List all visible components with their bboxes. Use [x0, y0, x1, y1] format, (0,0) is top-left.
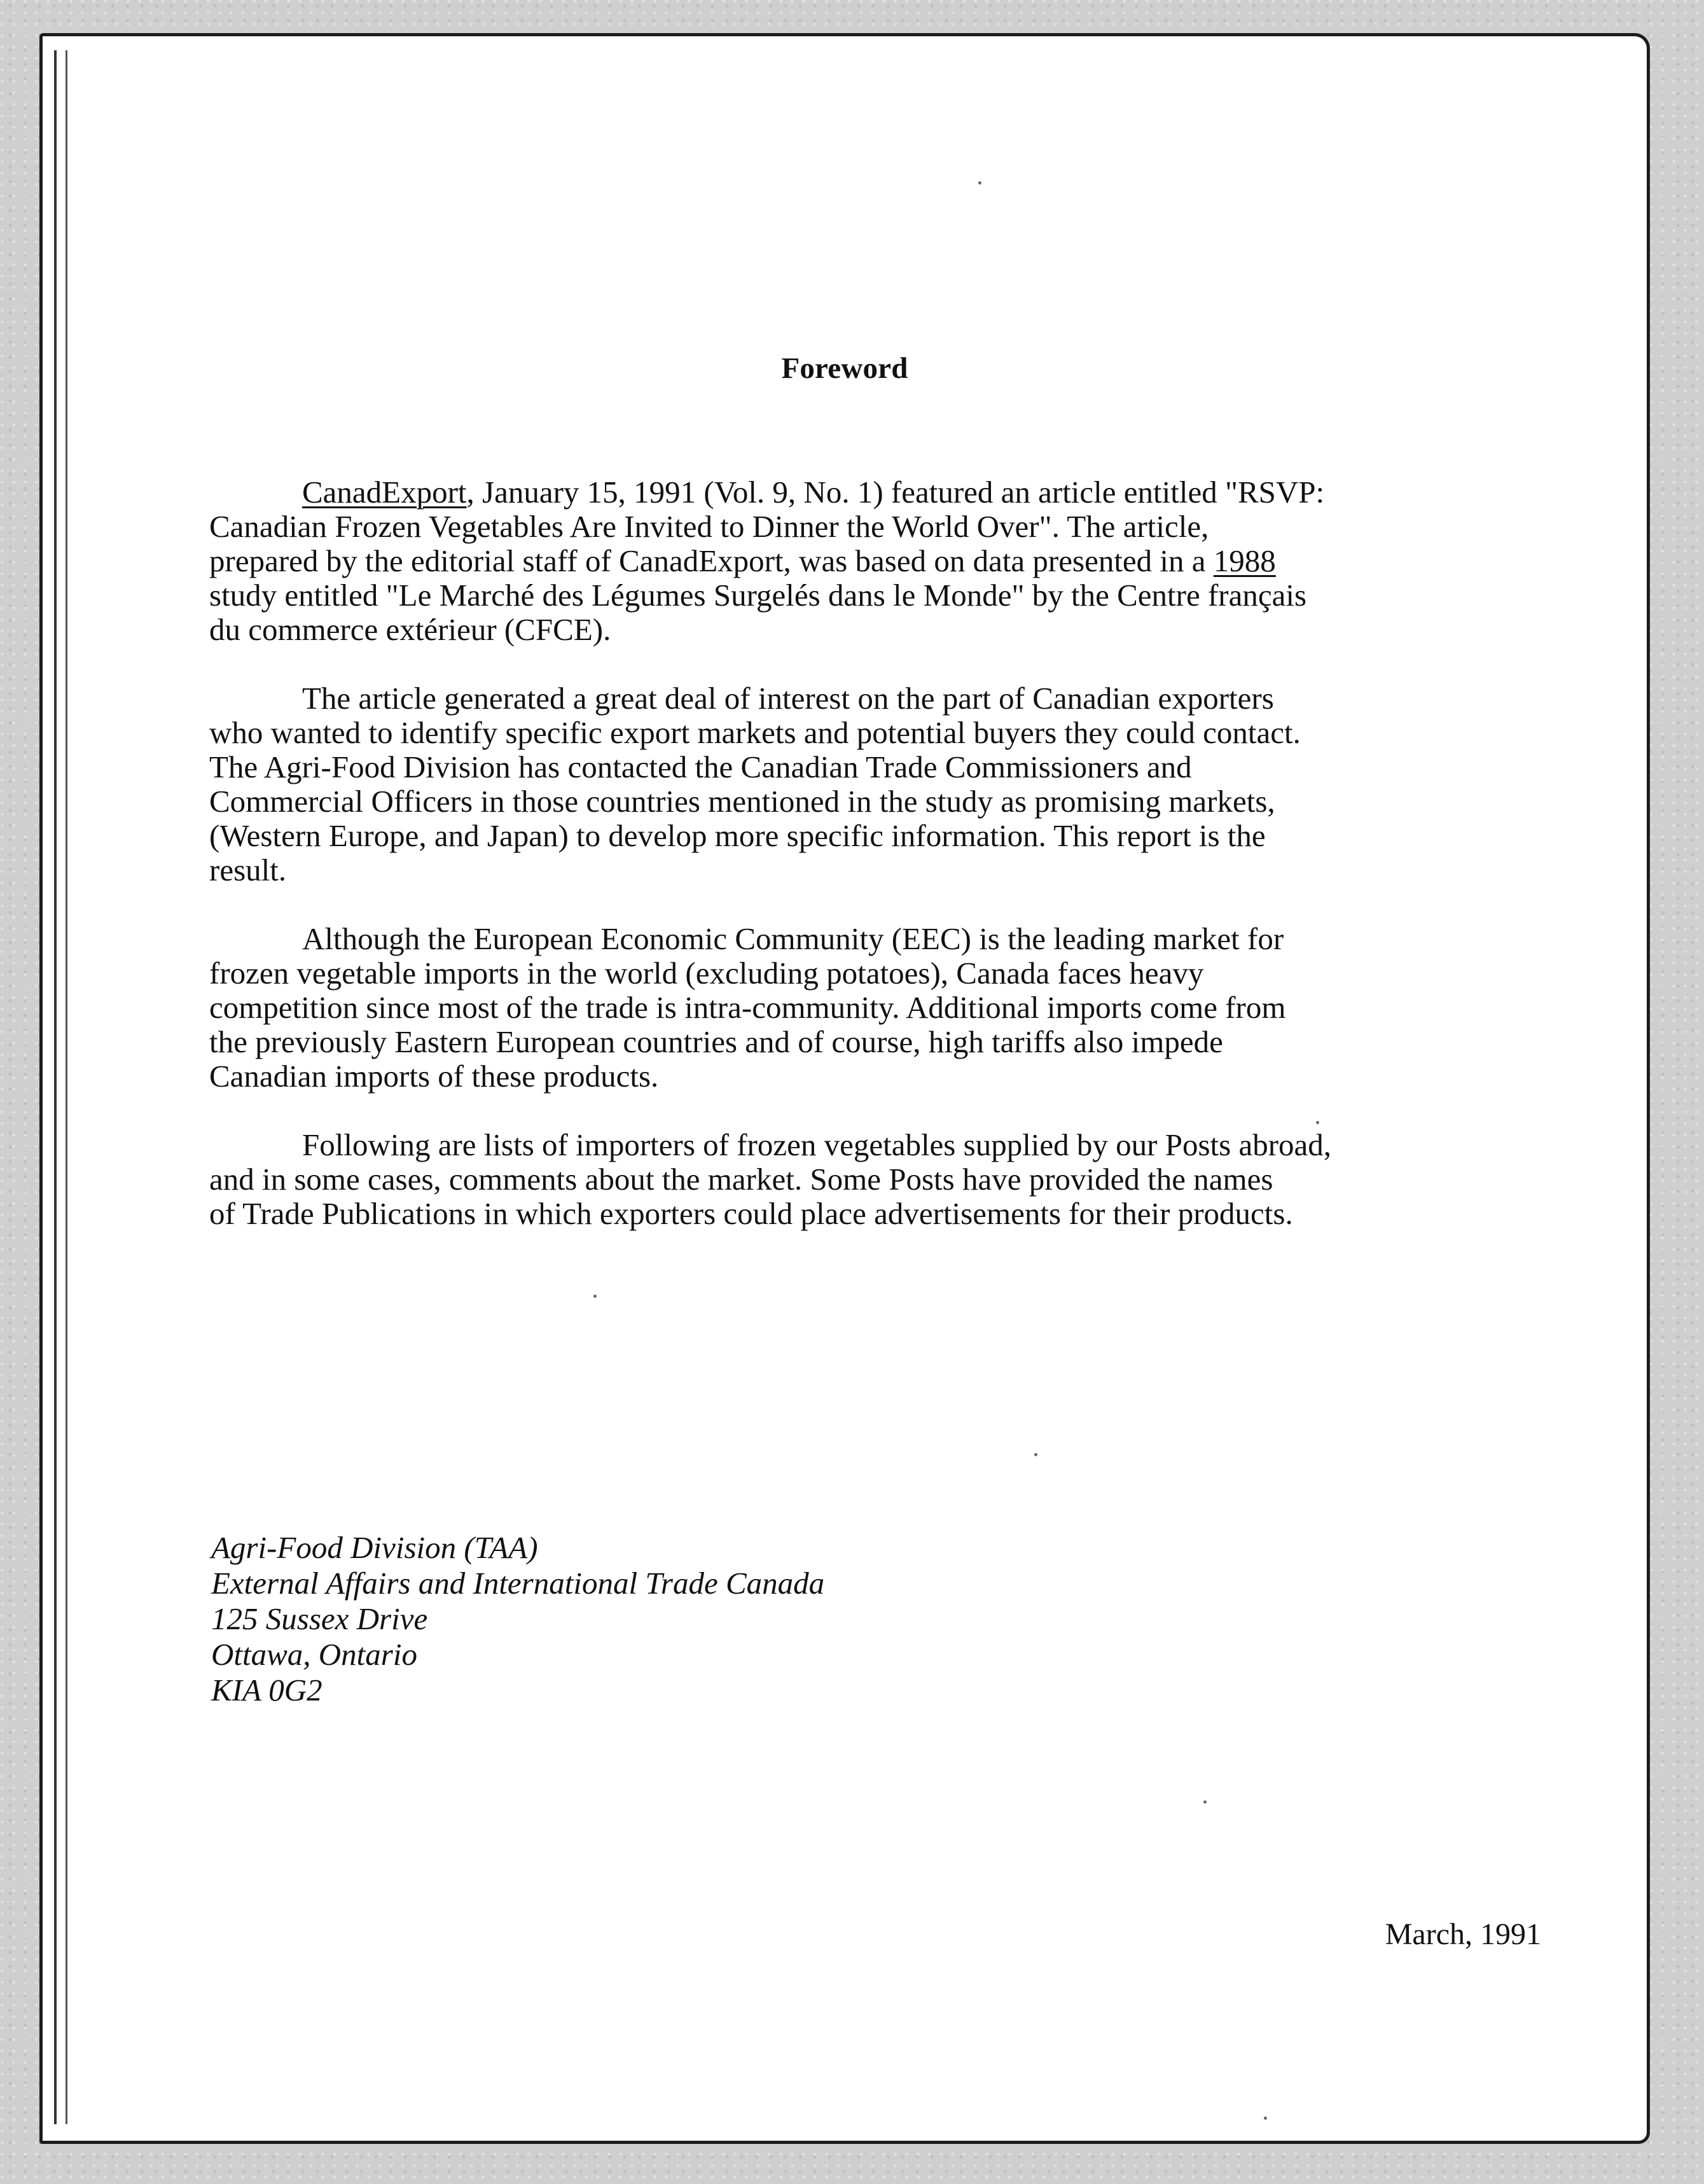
paragraph-text: Although the European Economic Community (EEC) is the leading market for	[302, 921, 1284, 956]
sender-address	[211, 1530, 824, 1708]
paragraph-text: prepared by the editorial staff of CanadExport, was based on data presented in a	[209, 543, 1214, 578]
department-name: External Affairs and International Trade Canada	[211, 1566, 825, 1601]
paragraph-line	[209, 681, 1507, 716]
paragraph-line: competition since most of the trade is intra-community. Additional imports come from	[209, 990, 1286, 1025]
study-year: 1988	[1213, 543, 1276, 578]
city-province: Ottawa, Ontario	[211, 1637, 417, 1672]
scan-speck	[593, 1295, 597, 1298]
paragraph-line: result.	[209, 852, 287, 887]
paragraph-text: , January 15, 1991 (Vol. 9, No. 1) featured an article entitled "RSVP:	[466, 475, 1325, 510]
document-page	[39, 33, 1650, 2144]
paragraph-1	[209, 475, 1507, 647]
paragraph-line: of Trade Publications in which exporters could place advertisements for their products.	[209, 1196, 1293, 1231]
paragraph-line: Canadian Frozen Vegetables Are Invited to Dinner the World Over". The article,	[209, 509, 1209, 544]
paragraph-3	[209, 922, 1507, 1094]
paragraph-4	[209, 1128, 1507, 1231]
publication-title: CanadExport	[302, 475, 467, 510]
paragraph-2	[209, 681, 1507, 887]
paragraph-line: Canadian imports of these products.	[209, 1059, 659, 1094]
paragraph-line	[209, 475, 1507, 510]
paragraph-line	[209, 544, 1507, 578]
scan-speck	[1203, 1800, 1207, 1804]
paragraph-line	[209, 1128, 1507, 1162]
paragraph-text: Following are lists of importers of frozen vegetables supplied by our Posts abroad,	[302, 1127, 1332, 1162]
foreword-body	[209, 475, 1507, 1265]
paragraph-line: The Agri-Food Division has contacted the Canadian Trade Commissioners and	[209, 749, 1192, 784]
paragraph-line: who wanted to identify specific export markets and potential buyers they could contact.	[209, 715, 1301, 750]
scan-speck	[1264, 2117, 1267, 2120]
street-address: 125 Sussex Drive	[211, 1601, 428, 1636]
scan-speck	[1034, 1453, 1037, 1456]
postal-code: KIA 0G2	[211, 1673, 322, 1708]
paragraph-line: frozen vegetable imports in the world (excluding potatoes), Canada faces heavy	[209, 956, 1204, 991]
paragraph-line: du commerce extérieur (CFCE).	[209, 612, 611, 647]
paragraph-line: Commercial Officers in those countries mentioned in the study as promising markets,	[209, 784, 1275, 819]
paragraph-line: and in some cases, comments about the market. Some Posts have provided the names	[209, 1162, 1273, 1197]
page-title: Foreword	[781, 352, 908, 386]
scan-speck	[1316, 1121, 1319, 1124]
paragraph-line: study entitled "Le Marché des Légumes Surgelés dans le Monde" by the Centre français	[209, 578, 1307, 613]
paragraph-line: (Western Europe, and Japan) to develop more specific information. This report is the	[209, 818, 1266, 853]
paragraph-line	[209, 922, 1507, 956]
division-name: Agri-Food Division (TAA)	[211, 1530, 538, 1565]
document-date: March, 1991	[1385, 1917, 1541, 1951]
paragraph-line: the previously Eastern European countries and of course, high tariffs also impede	[209, 1024, 1223, 1059]
paragraph-text: The article generated a great deal of interest on the part of Canadian exporters	[302, 681, 1274, 716]
scan-speck	[978, 181, 981, 184]
